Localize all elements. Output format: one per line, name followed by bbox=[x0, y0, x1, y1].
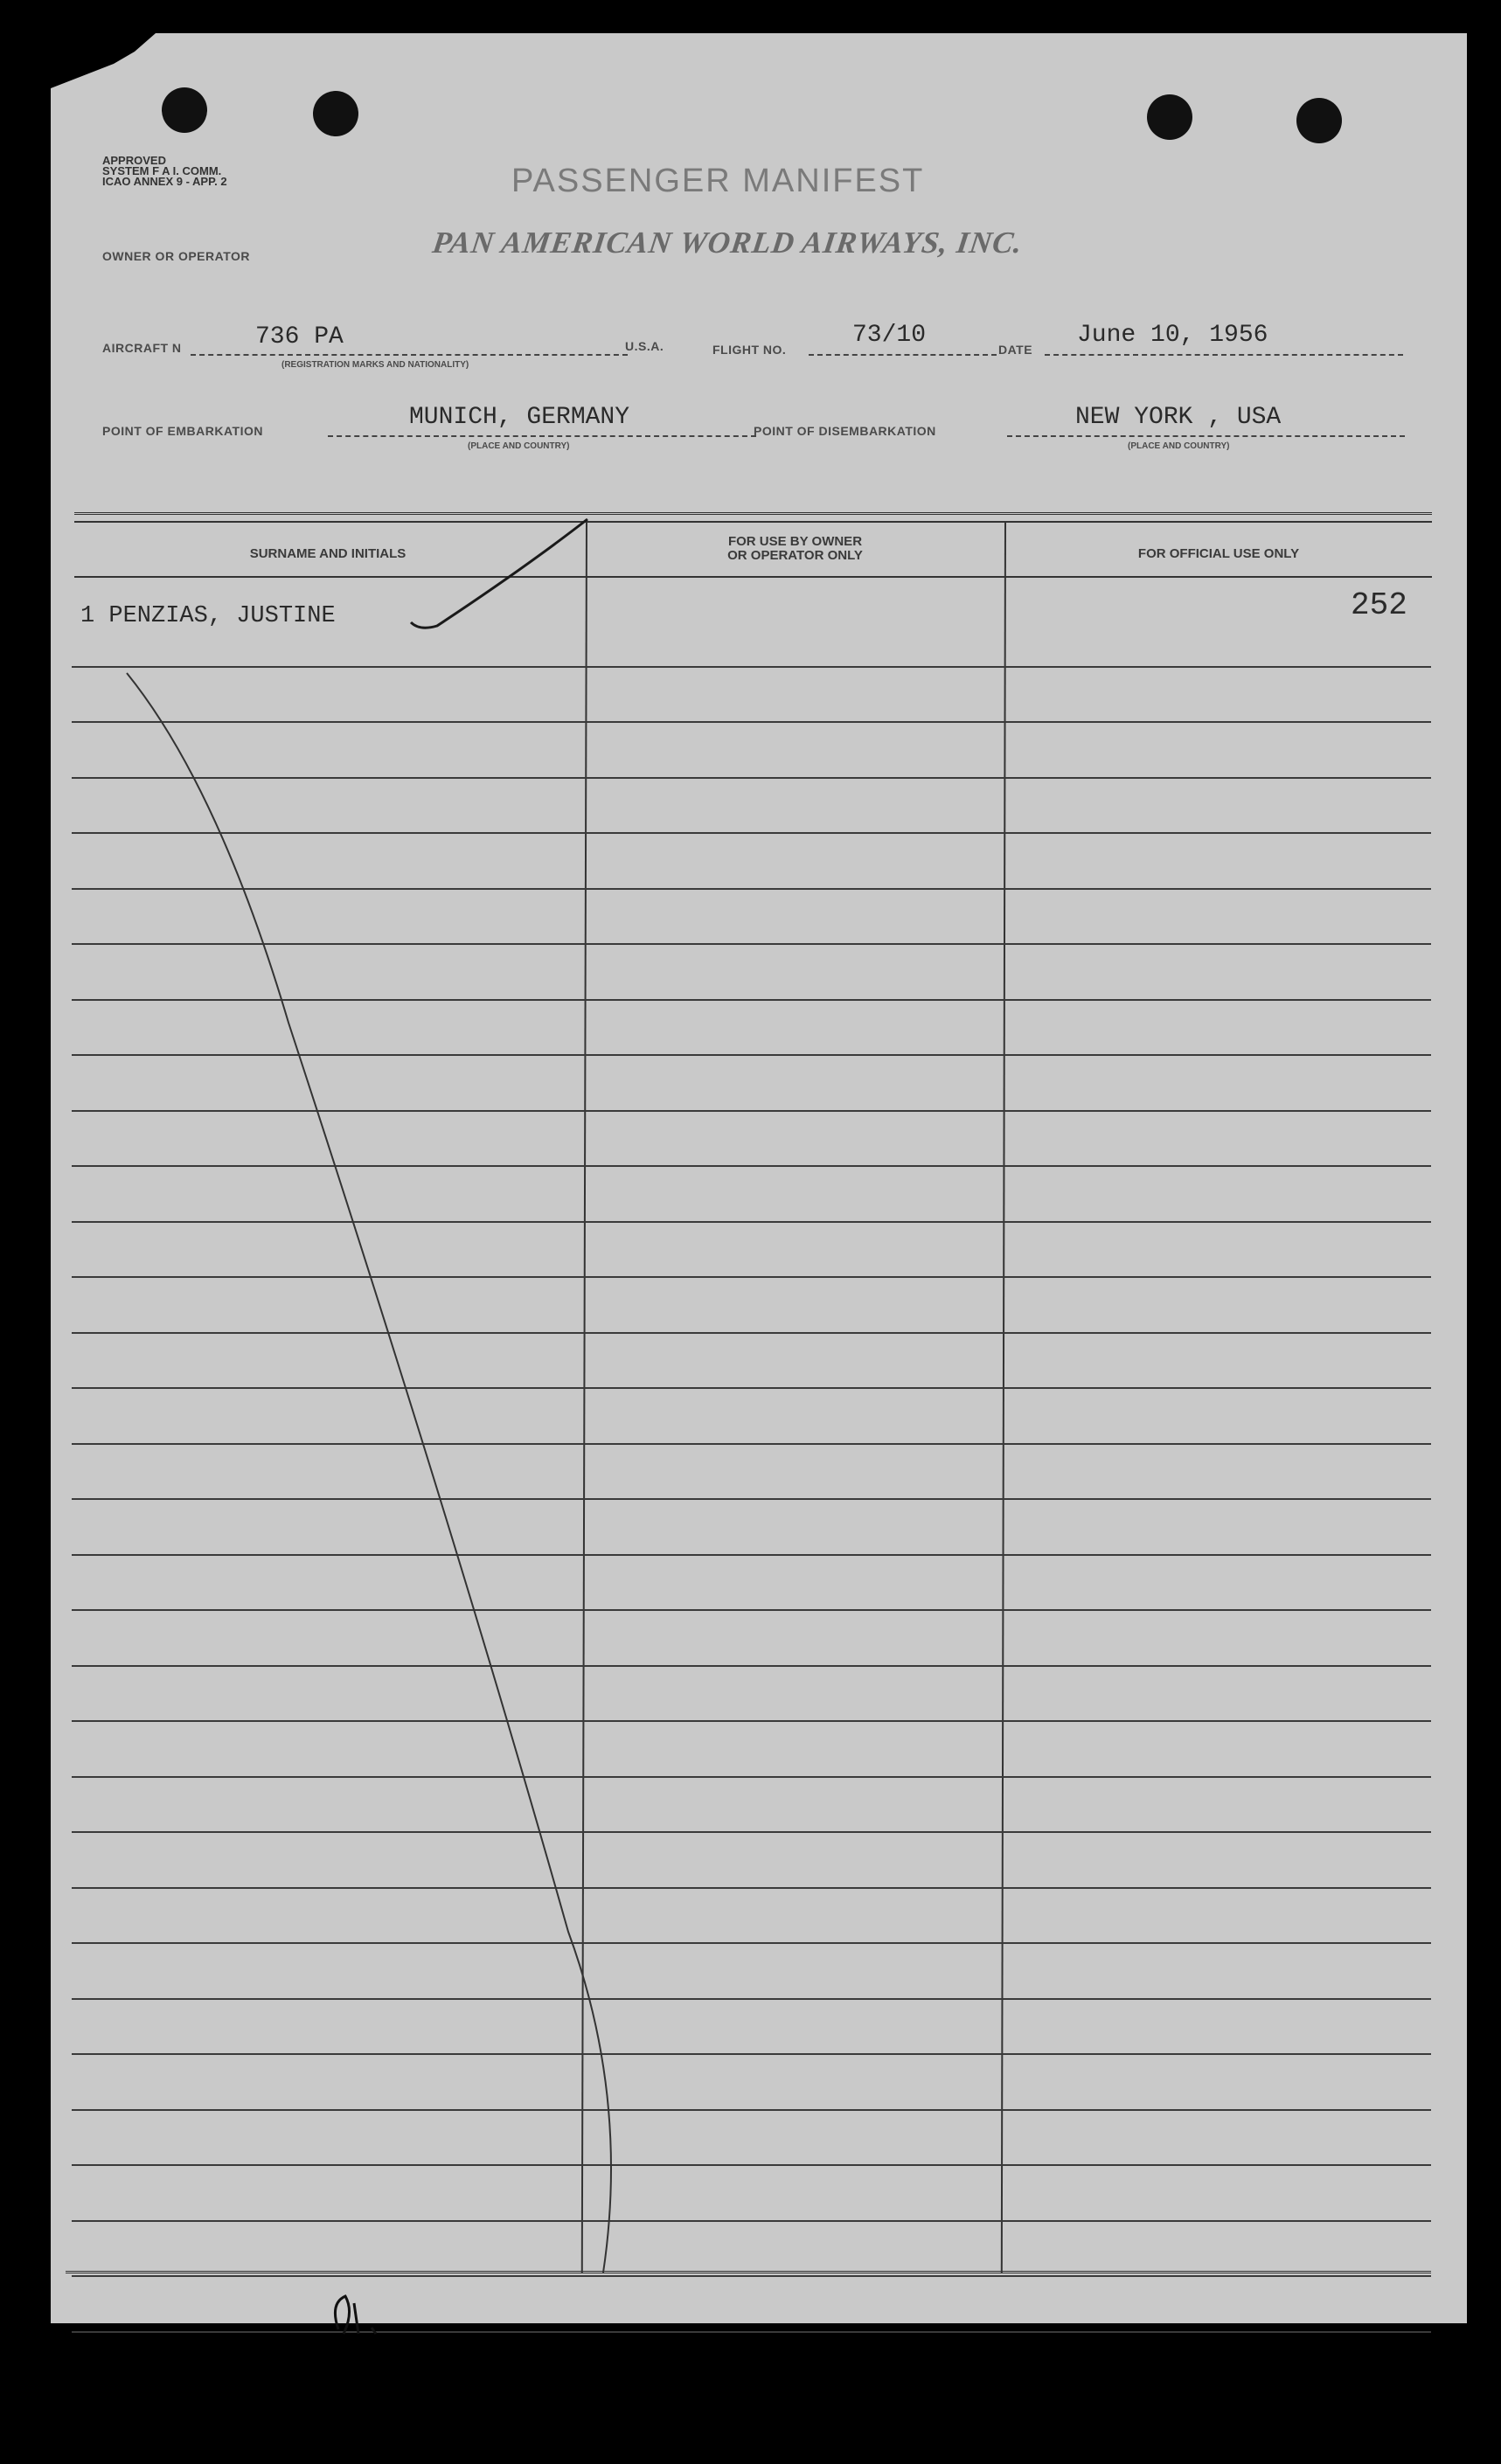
disembarkation-value: NEW YORK , USA bbox=[1075, 404, 1282, 431]
flight-value: 73/10 bbox=[852, 322, 927, 349]
page-title: PASSENGER MANIFEST bbox=[511, 163, 925, 199]
embarkation-caption: (PLACE AND COUNTRY) bbox=[468, 441, 570, 451]
registration-caption: (REGISTRATION MARKS AND NATIONALITY) bbox=[281, 360, 469, 370]
flight-label: FLIGHT NO. bbox=[712, 343, 787, 357]
check-mark bbox=[411, 519, 587, 628]
disembarkation-caption: (PLACE AND COUNTRY) bbox=[1128, 441, 1230, 451]
embarkation-label: POINT OF EMBARKATION bbox=[102, 424, 263, 438]
owner-label: OWNER OR OPERATOR bbox=[102, 249, 250, 263]
col-header-operator-line1: FOR USE BY OWNER bbox=[727, 534, 863, 549]
handwritten-mark bbox=[328, 2286, 407, 2350]
aircraft-value: 736 PA bbox=[255, 323, 344, 351]
date-value: June 10, 1956 bbox=[1077, 322, 1268, 349]
aircraft-label: AIRCRAFT N bbox=[102, 341, 182, 355]
col-header-operator-line2: OR OPERATOR ONLY bbox=[727, 548, 863, 563]
official-number: 252 bbox=[1351, 587, 1407, 623]
scribble-icon bbox=[328, 2286, 407, 2338]
cancel-stroke bbox=[127, 673, 611, 2273]
approval-line: APPROVED bbox=[102, 154, 166, 167]
operator-name: PAN AMERICAN WORLD AIRWAYS, INC. bbox=[430, 226, 1025, 260]
embarkation-value: MUNICH, GERMANY bbox=[409, 404, 630, 431]
usa-label: U.S.A. bbox=[625, 339, 664, 353]
approval-line: ICAO ANNEX 9 - APP. 2 bbox=[102, 175, 227, 188]
disembarkation-label: POINT OF DISEMBARKATION bbox=[754, 424, 936, 438]
passenger-name: 1 PENZIAS, JUSTINE bbox=[80, 603, 336, 629]
date-label: DATE bbox=[998, 343, 1033, 357]
approval-line: SYSTEM F A I. COMM. bbox=[102, 164, 222, 177]
col-header-official: FOR OFFICIAL USE ONLY bbox=[1137, 546, 1300, 561]
col-header-surname: SURNAME AND INITIALS bbox=[249, 546, 407, 561]
